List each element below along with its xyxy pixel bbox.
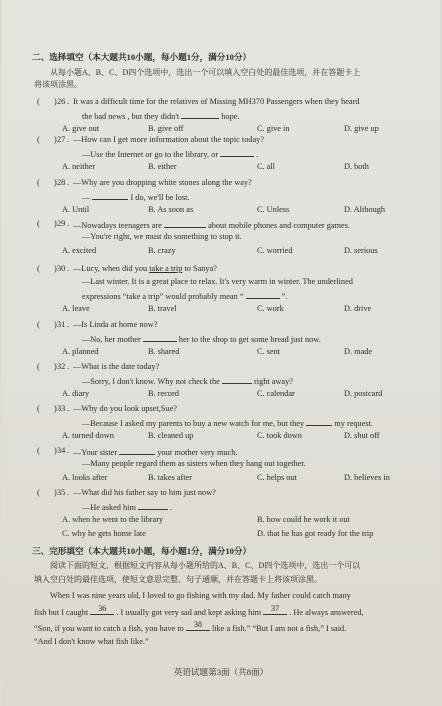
option-c[interactable]: C. all [257,162,275,171]
underlined-phrase: take a trip [149,264,183,273]
option-b[interactable]: B. As soon as [148,205,194,214]
question-number-dot: . [67,264,70,273]
option-a[interactable]: A. excited [62,246,97,255]
option-d[interactable]: D. serious [344,246,378,255]
option-c[interactable]: C. calendar [257,389,295,398]
option-c[interactable]: C. sent [257,347,281,356]
stem-text: . [256,150,259,159]
answer-paren-close: ) [54,362,57,371]
question-number: 29 [57,219,66,228]
option-a[interactable]: A. looks after [62,473,108,482]
stem-text: —Is Linda at home now? [73,320,158,329]
section-2-title: 二、选择填空（本大题共10小题，每小题1分，满分10分） [32,52,252,62]
stem-text: my request. [334,419,373,428]
option-d[interactable]: D. drive [344,304,372,313]
question-number-dot: . [67,362,70,371]
stem-text: —Nowadays teenagers are [73,221,162,230]
question-stem [37,488,216,498]
stem-text: —He asked him [82,503,136,512]
option-c[interactable]: C. Unless [257,205,290,214]
answer-paren-close: ) [54,178,57,187]
passage-line-1 [50,591,351,601]
answer-paren[interactable]: ( [37,219,40,228]
question-stem [37,97,360,107]
question-stem [37,264,217,274]
stem-text: hope. [221,112,240,121]
exam-page [2,0,440,706]
stem-text: —Because I asked my parents to buy a new watch for me, but they [82,419,305,428]
answer-blank[interactable] [92,191,128,200]
passage-line-3 [34,622,346,634]
question-stem-line [82,191,190,203]
blank-number: 38 [193,620,202,629]
section-3-instruction: 阅读下面的短文，根据短文内容从每小题所给的A、B、C、D四个选项中，选出一个可以 [50,561,361,570]
stem-text: —Use the Internet or go to the library, or [82,150,219,159]
answer-paren[interactable]: ( [37,178,40,187]
question-number-dot: . [67,178,70,187]
stem-text: . [170,503,173,512]
blank-number: 37 [270,604,280,613]
passage-text: like a fish.” “But I am not a fish,” I said. [211,624,347,633]
stem-text: —What is the date today? [73,362,160,371]
option-b[interactable]: B. how could he work it out [257,515,350,524]
stem-text: —Why do you look upset,Sue? [73,404,177,413]
question-number-dot: . [67,446,70,455]
question-stem [37,178,252,188]
option-a[interactable]: A. planned [62,347,99,356]
answer-paren[interactable]: ( [37,320,40,329]
option-a[interactable]: A. leave [62,304,90,313]
question-stem [37,362,160,372]
question-stem [37,219,351,231]
answer-paren-close: ) [54,135,57,144]
passage-text: . He always answered, [289,608,364,617]
answer-blank[interactable] [143,333,177,342]
question-number: 27 [57,135,66,144]
question-number: 32 [57,362,66,371]
stem-text: —Why are you dropping white stones along the way? [73,178,252,187]
answer-paren-close: ) [54,446,57,455]
answer-paren[interactable]: ( [37,488,40,497]
stem-text: —Sorry, I don't know. Why not check the [82,377,220,386]
answer-blank[interactable] [246,290,280,299]
section-3-title: 三、完形填空（本大题共10小题，每小题1分，满分10分） [32,546,252,556]
answer-blank[interactable] [138,501,168,510]
option-b[interactable]: B. give off [148,124,184,133]
question-number-dot: . [67,320,70,329]
stem-text: It was a difficult time for the relatives of Missing MH370 Passengers when they heard [73,97,360,106]
question-number-dot: . [67,219,70,228]
question-stem-line [82,232,242,242]
option-a[interactable]: A. give out [62,124,100,133]
answer-blank[interactable] [222,375,252,384]
question-number: 33 [57,404,66,413]
answer-paren-close: ) [54,320,57,329]
stem-text: —What did his father say to him just now? [73,488,216,497]
question-number: 35 [57,488,66,497]
question-stem-line [82,459,306,469]
answer-blank[interactable] [119,446,155,455]
question-number: 34 [57,446,66,455]
question-stem [37,135,265,145]
option-b[interactable]: B. travel [148,304,177,313]
passage-text: “And I don't know what fish like.” [34,637,149,646]
option-c[interactable]: C. worried [257,246,293,255]
option-a[interactable]: A. diary [62,389,90,398]
passage-line-4 [34,637,149,647]
answer-paren[interactable]: ( [37,97,40,106]
stem-text: —Lucy, when did you [73,264,148,273]
stem-text: expressions “take a trip” would probably mean “ [82,292,244,301]
option-b[interactable]: B. cleaned up [148,431,194,440]
stem-text: —How can I get more information about the topic today? [73,135,265,144]
answer-blank[interactable] [181,110,219,119]
stem-text: —You're right, we must do something to stop it. [82,232,242,241]
stem-text: her to the shop to get some bread just now. [178,335,321,344]
cloze-blank-36[interactable] [90,606,114,615]
question-stem-line [82,417,373,429]
question-stem-line [82,290,287,302]
answer-paren[interactable]: ( [37,362,40,371]
answer-paren-close: ) [54,219,57,228]
question-stem-line [82,501,172,513]
question-number-dot: . [67,135,70,144]
stem-text: — [82,193,91,202]
option-b[interactable]: B. either [148,162,177,171]
passage-text: “Son, if you want to catch a fish, you have to [34,624,184,633]
cloze-blank-37[interactable] [263,606,287,615]
stem-text: —Your sister [73,448,118,457]
answer-paren-close: ) [54,404,57,413]
option-d[interactable]: D. postcard [344,389,383,398]
option-d[interactable]: D. made [344,347,373,356]
question-number-dot: . [67,97,70,106]
stem-text: I do, we'll be lost. [130,193,190,202]
option-d[interactable]: D. believes in [344,473,390,482]
question-number: 26 [57,97,66,106]
stem-text: your mother very much. [157,448,238,457]
page-footer: 英语试题第3面（共8面） [173,667,269,677]
blank-number: 36 [98,604,107,613]
passage-text: fish but I caught [34,608,89,617]
question-stem-line [82,110,239,122]
question-stem-line [82,375,293,387]
option-d[interactable]: D. give up [344,124,379,133]
answer-paren-close: ) [54,97,57,106]
option-c[interactable]: C. helps out [257,473,297,482]
answer-paren-close: ) [54,264,57,273]
option-c[interactable]: C. why he gets home late [62,529,146,538]
stem-text: the bad news , but they didn't [82,112,180,121]
question-stem-line [82,277,353,287]
option-d[interactable]: D. that he has got ready for the trip [257,529,374,538]
answer-paren[interactable]: ( [37,264,40,273]
question-number-dot: . [67,404,70,413]
stem-text: —Last winter. It is a great place to relax. It's very warm in winter. The underlined [82,277,353,286]
answer-blank[interactable] [164,219,206,228]
option-c[interactable]: C. work [257,304,284,313]
option-c[interactable]: C. give in [257,124,290,133]
answer-paren[interactable]: ( [37,404,40,413]
cloze-blank-38[interactable] [186,622,210,631]
passage-text: . I usually got very sad and kept asking him [116,608,262,617]
section-2-instruction-cont: 将该项涂黑。 [34,80,82,89]
option-d[interactable]: D. shut off [344,431,380,440]
question-stem [37,320,158,330]
question-stem-line [82,148,258,160]
option-a[interactable]: A. Until [62,205,90,214]
question-stem-line [82,333,321,345]
answer-blank[interactable] [220,148,254,157]
stem-text: to Sanya? [184,264,217,273]
section-3-instruction-cont: 填入空白处的最佳选项，使短文意思完整、句子通顺，并在答题卡上将该项涂黑。 [34,575,322,584]
stem-text: —No, her mother [82,335,141,344]
answer-blank[interactable] [306,417,332,426]
answer-paren[interactable]: ( [37,135,40,144]
option-a[interactable]: A. when he went to the library [62,515,164,524]
question-stem [37,404,177,414]
option-a[interactable]: A. neither [62,162,96,171]
stem-text: ”. [281,292,288,301]
option-b[interactable]: B. crazy [148,246,176,255]
passage-line-2 [34,606,364,618]
answer-paren-close: ) [54,488,57,497]
option-a[interactable]: A. turned down [62,431,114,440]
question-number: 28 [57,178,66,187]
section-2-instruction: 从每小题A、B、C、D四个选项中，选出一个可以填入空白处的最佳选项，并在答题卡上 [50,68,361,77]
stem-text: right away? [254,377,293,386]
option-d[interactable]: D. both [344,162,369,171]
passage-text: When I was nine years old, I loved to go fishing with my dad. My father could catch many [50,591,351,600]
stem-text: —Many people regard them as sisters when they hang out together. [82,459,306,468]
option-c[interactable]: C. took down [257,431,302,440]
answer-paren[interactable]: ( [37,446,40,455]
option-b[interactable]: B. takes after [148,473,193,482]
question-number: 30 [57,264,66,273]
question-stem [37,446,238,458]
option-b[interactable]: B. shared [148,347,180,356]
option-d[interactable]: D. Although [344,205,386,214]
stem-text: about mobile phones and computer games. [208,221,351,230]
question-number: 31 [57,320,66,329]
option-b[interactable]: B. record [148,389,179,398]
question-number-dot: . [67,488,70,497]
